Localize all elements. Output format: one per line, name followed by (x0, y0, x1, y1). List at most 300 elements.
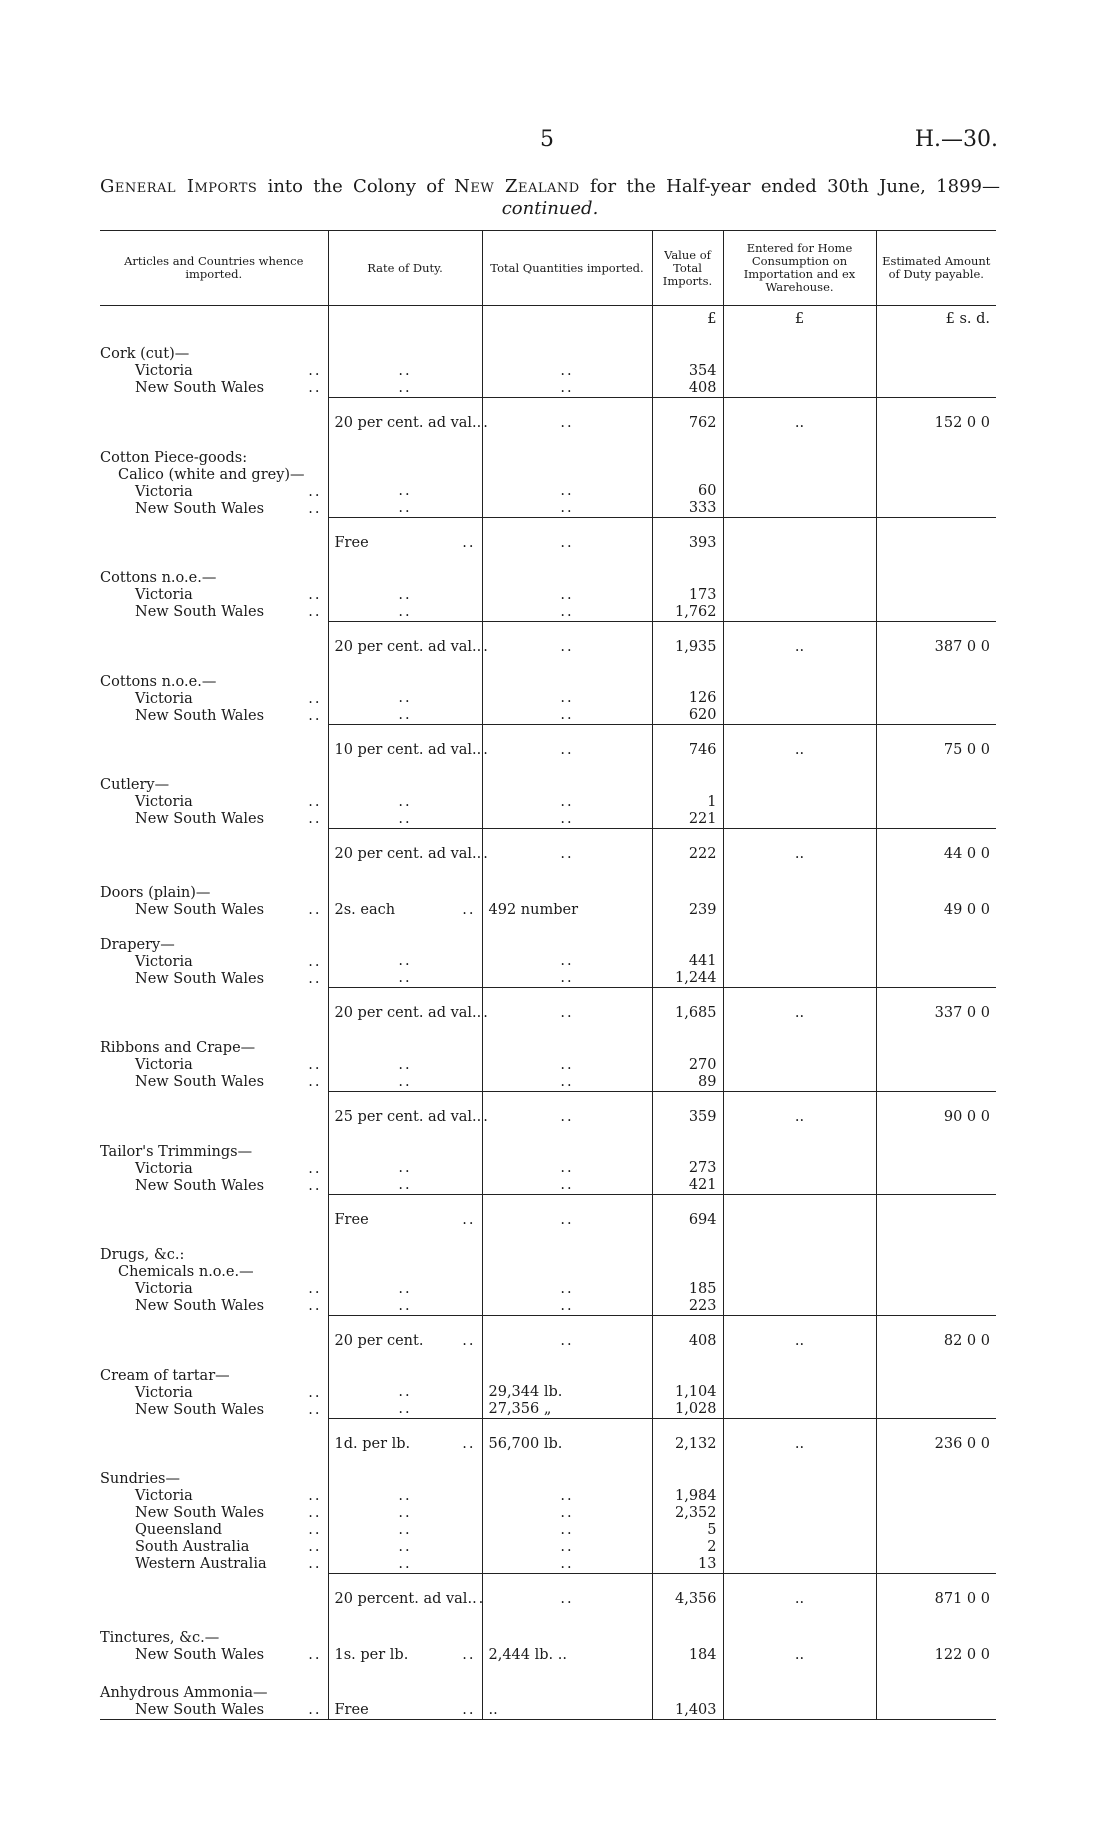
value-cell: 239 (652, 863, 723, 919)
title-part: General Imports (100, 176, 258, 197)
country-name: New South Wales (135, 500, 265, 517)
value-amount: 1 (707, 793, 717, 810)
cell-text: 20 per cent. ad val. (334, 414, 477, 431)
spacer-cell (100, 1091, 328, 1126)
entered-cell (723, 1350, 876, 1419)
country-name: New South Wales (135, 1646, 265, 1663)
duty-cell (876, 1453, 996, 1573)
leader-dots: .. (560, 1555, 574, 1572)
leader-dots: .. (308, 1281, 322, 1297)
leader-dots: .. (560, 1056, 574, 1073)
leader-dots: .. (398, 586, 412, 603)
leader-dots: .. (476, 638, 490, 655)
quantity-cell (482, 1022, 652, 1091)
entered-cell (723, 1664, 876, 1720)
value-amount: 126 (688, 690, 717, 706)
value-amount: 408 (688, 379, 717, 396)
leader-dots: .. (398, 1384, 412, 1400)
page-number: 5 (540, 127, 554, 152)
leader-dots: .. (398, 379, 412, 396)
country-name: Victoria (135, 1384, 193, 1401)
value-amount: 620 (688, 707, 717, 723)
cell-text: 2s. each (334, 901, 396, 918)
entered-cell: .. (723, 1315, 876, 1350)
country-name: Victoria (135, 1057, 193, 1073)
leader-dots: .. (560, 1073, 574, 1090)
cell-text: 25 per cent. ad val. (334, 1108, 477, 1125)
entered-cell (723, 1126, 876, 1195)
leader-dots: .. (560, 690, 574, 706)
entered-cell: .. (723, 1608, 876, 1664)
total-row (100, 828, 996, 863)
value-amount: 1,028 (674, 1401, 717, 1417)
unit-label: £ (652, 306, 723, 329)
leader-dots: .. (398, 1297, 412, 1314)
leader-dots: .. (462, 1436, 476, 1452)
leader-dots: .. (308, 1522, 322, 1538)
country-name: New South Wales (135, 604, 265, 620)
country-name: New South Wales (135, 1074, 265, 1090)
leader-dots: .. (308, 1646, 322, 1663)
value-cell (652, 759, 723, 828)
article-heading: Cork (cut)— (100, 346, 190, 362)
entered-cell (723, 919, 876, 988)
value-total: 393 (652, 518, 723, 553)
leader-dots: .. (308, 1505, 322, 1521)
leader-dots: .. (398, 1555, 412, 1572)
duty-cell (876, 328, 996, 397)
value-total: 746 (652, 725, 723, 760)
article-heading: Sundries— (100, 1471, 180, 1487)
leader-dots: .. (560, 1297, 574, 1314)
leader-dots: .. (398, 1521, 412, 1538)
cell-text: 20 per cent. ad val. (334, 638, 477, 655)
column-header-duty: Estimated Amount of Duty payable. (876, 231, 996, 306)
value-amount: 441 (688, 953, 717, 969)
article-heading: Calico (white and grey)— (118, 466, 305, 483)
leader-dots: .. (308, 707, 322, 724)
country-name: Victoria (135, 690, 193, 707)
entered-cell: .. (723, 1573, 876, 1608)
value-cell (652, 1229, 723, 1315)
quantity-cell: 56,700 lb. (482, 1419, 652, 1454)
value-amount: 1,984 (674, 1487, 717, 1504)
entered-cell (723, 1453, 876, 1573)
rate-cell (328, 1126, 482, 1195)
value-cell (652, 432, 723, 518)
duty-cell (876, 1664, 996, 1720)
value-cell (652, 552, 723, 621)
quantity-cell: .. (482, 725, 652, 760)
total-row (100, 518, 996, 553)
value-cell (652, 919, 723, 988)
leader-dots: .. (560, 793, 574, 810)
value-cell (652, 1022, 723, 1091)
value-amount: 223 (688, 1297, 717, 1314)
unit-label: £ s. d. (876, 306, 996, 329)
entered-cell: .. (723, 1091, 876, 1126)
country-name: Victoria (135, 1160, 193, 1177)
leader-dots: .. (308, 690, 322, 707)
leader-dots: .. (462, 901, 476, 918)
quantity-cell: .. (482, 1091, 652, 1126)
country-name: New South Wales (135, 1505, 265, 1521)
cell-text: 1s. per lb. (334, 1646, 409, 1663)
leader-dots: .. (560, 379, 574, 396)
leader-dots: .. (398, 690, 412, 706)
quantity-cell (482, 432, 652, 518)
leader-dots: .. (398, 362, 412, 379)
total-row (100, 988, 996, 1023)
country-name: Victoria (135, 363, 193, 379)
country-name: Queensland (135, 1522, 223, 1538)
duty-cell: 871 0 0 (876, 1573, 996, 1608)
leader-dots: .. (560, 970, 574, 986)
leader-dots: .. (398, 793, 412, 810)
leader-dots: .. (308, 483, 322, 500)
column-header-value: Value of Total Imports. (652, 231, 723, 306)
column-header-rate: Rate of Duty. (328, 231, 482, 306)
quantity-cell: .. (482, 1315, 652, 1350)
country-name: New South Wales (135, 1177, 265, 1194)
article-names (100, 1126, 328, 1195)
country-name: New South Wales (135, 970, 265, 987)
leader-dots: .. (398, 500, 412, 516)
cell-text: 20 per cent. ad val. (334, 845, 477, 862)
leader-dots: .. (308, 1177, 322, 1194)
leader-dots: .. (560, 1504, 574, 1521)
duty-cell (876, 432, 996, 518)
article-heading: Cottons n.o.e.— (100, 673, 217, 690)
duty-cell: 82 0 0 (876, 1315, 996, 1350)
leader-dots: .. (398, 810, 412, 827)
rate-cell (328, 432, 482, 518)
duty-cell: 236 0 0 (876, 1419, 996, 1454)
spacer-cell (100, 725, 328, 760)
spacer-cell (100, 1315, 328, 1350)
rate-cell (328, 725, 490, 760)
duty-cell: 337 0 0 (876, 988, 996, 1023)
cell-text: 20 per cent. ad val. (334, 1005, 477, 1021)
page-title (100, 176, 1000, 220)
leader-dots: .. (398, 953, 412, 969)
value-cell (652, 1453, 723, 1573)
duty-cell (876, 919, 996, 988)
quantity-cell: .. (482, 1573, 652, 1608)
document-reference: H.—30. (914, 127, 998, 152)
table-row (100, 656, 996, 725)
entered-cell: .. (723, 397, 876, 432)
leader-dots: .. (308, 1702, 322, 1718)
table-row (100, 1453, 996, 1573)
leader-dots: .. (462, 535, 476, 551)
total-row (100, 1195, 996, 1230)
cell-text: 20 per cent. (334, 1332, 424, 1349)
leader-dots: .. (398, 1504, 412, 1521)
quantity-cell (482, 1453, 652, 1573)
value-amount: 354 (688, 362, 717, 379)
article-names (100, 432, 328, 518)
duty-cell (876, 1195, 996, 1230)
column-header-quantities: Total Quantities imported. (482, 231, 652, 306)
duty-cell (876, 759, 996, 828)
entered-cell (723, 1195, 876, 1230)
duty-cell (876, 552, 996, 621)
leader-dots: .. (560, 1538, 574, 1555)
quantity-cell (482, 759, 652, 828)
imports-table (100, 230, 996, 1720)
duty-cell: 387 0 0 (876, 621, 996, 656)
leader-dots: .. (308, 1384, 322, 1401)
value-cell (652, 1350, 723, 1419)
title-part: New Zealand (454, 176, 580, 197)
leader-dots: .. (398, 483, 412, 499)
country-name: New South Wales (135, 901, 265, 918)
country-name: New South Wales (135, 1702, 265, 1718)
rate-cell (328, 328, 482, 397)
country-name: New South Wales (135, 380, 265, 396)
country-name: New South Wales (135, 707, 265, 724)
leader-dots: .. (308, 1298, 322, 1314)
total-row (100, 1091, 996, 1126)
table-row (100, 432, 996, 518)
spacer-cell (100, 988, 328, 1023)
article-heading: Ribbons and Crape— (100, 1040, 256, 1056)
value-amount: 1,244 (674, 970, 717, 986)
leader-dots: .. (476, 1108, 490, 1125)
title-part: for the Half-year ended 30th June, 1899— (579, 176, 1000, 197)
quantity-cell (482, 328, 652, 397)
table-row (100, 1022, 996, 1091)
value-amount: 421 (688, 1177, 717, 1193)
country-name: Victoria (135, 794, 193, 810)
duty-cell: 75 0 0 (876, 725, 996, 760)
value-amount: 173 (688, 586, 717, 603)
quantity-cell: .. (482, 1664, 652, 1720)
country-name: Western Australia (135, 1556, 267, 1572)
leader-dots: .. (308, 363, 322, 379)
spacer-cell (100, 1195, 328, 1230)
country-name: New South Wales (135, 1298, 265, 1314)
cell-text: Free (334, 535, 369, 551)
quantity-cell: .. (482, 397, 652, 432)
article-names (100, 1350, 328, 1419)
entered-cell (723, 759, 876, 828)
leader-dots: .. (560, 953, 574, 969)
rate-cell (328, 759, 482, 828)
value-amount: 2,352 (674, 1504, 717, 1521)
leader-dots: .. (398, 1280, 412, 1297)
value-cell: 184 (652, 1608, 723, 1664)
article-names (100, 552, 328, 621)
article-names (100, 919, 328, 988)
leader-dots: .. (308, 604, 322, 620)
total-row (100, 621, 996, 656)
table-row (100, 552, 996, 621)
leader-dots: .. (462, 1332, 476, 1349)
country-name: New South Wales (135, 811, 265, 827)
article-names (100, 1453, 328, 1573)
leader-dots: .. (398, 1073, 412, 1090)
leader-dots: .. (560, 1487, 574, 1504)
total-row (100, 1315, 996, 1350)
rate-cell (328, 1195, 482, 1230)
value-total: 1,685 (652, 988, 723, 1023)
rate-cell (328, 988, 490, 1023)
leader-dots: .. (308, 1556, 322, 1572)
table-row (100, 328, 996, 397)
entered-cell: .. (723, 988, 876, 1023)
quantity-cell (482, 1229, 652, 1315)
title-part: continued. (501, 198, 599, 219)
quantity-cell: .. (482, 518, 652, 553)
entered-cell (723, 863, 876, 919)
value-total: 4,356 (652, 1573, 723, 1608)
rate-cell (328, 656, 482, 725)
leader-dots: .. (308, 1539, 322, 1555)
value-total: 222 (652, 828, 723, 863)
duty-cell (876, 518, 996, 553)
entered-cell: .. (723, 725, 876, 760)
spacer-cell (100, 518, 328, 553)
leader-dots: .. (308, 1074, 322, 1090)
leader-dots: .. (398, 1056, 412, 1073)
spacer-cell (100, 1573, 328, 1608)
duty-cell: 90 0 0 (876, 1091, 996, 1126)
total-row (100, 1419, 996, 1454)
value-cell (652, 328, 723, 397)
leader-dots: .. (398, 1401, 412, 1417)
duty-cell: 152 0 0 (876, 397, 996, 432)
quantity-cell: 492 number (482, 863, 652, 919)
table-row (100, 1664, 996, 1720)
article-heading: Cutlery— (100, 777, 170, 793)
article-heading: Cottons n.o.e.— (100, 570, 217, 586)
leader-dots: .. (308, 970, 322, 987)
entered-cell (723, 656, 876, 725)
value-amount: 60 (698, 483, 717, 499)
leader-dots: .. (462, 1646, 476, 1663)
value-total: 2,132 (652, 1419, 723, 1454)
rate-cell (328, 621, 490, 656)
country-name: South Australia (135, 1539, 250, 1555)
leader-dots: .. (398, 1177, 412, 1193)
rate-cell (328, 1608, 482, 1664)
table-row (100, 1126, 996, 1195)
value-total: 1,935 (652, 621, 723, 656)
leader-dots: .. (560, 362, 574, 379)
rate-cell (328, 1022, 482, 1091)
leader-dots: .. (308, 587, 322, 603)
leader-dots: .. (308, 811, 322, 827)
article-heading: Anhydrous Ammonia— (100, 1685, 268, 1701)
leader-dots: .. (476, 1005, 490, 1021)
leader-dots: .. (308, 901, 322, 918)
value-cell: 1,403 (652, 1664, 723, 1720)
table-row (100, 1229, 996, 1315)
leader-dots: .. (560, 1177, 574, 1193)
article-names (100, 1608, 328, 1664)
quantity-cell (482, 552, 652, 621)
article-heading: Cream of tartar— (100, 1367, 230, 1384)
rate-cell (328, 1091, 490, 1126)
duty-cell (876, 1022, 996, 1091)
leader-dots: .. (398, 707, 412, 723)
article-names (100, 1022, 328, 1091)
leader-dots: .. (308, 1401, 322, 1418)
value-amount: 273 (688, 1160, 717, 1176)
leader-dots: .. (308, 794, 322, 810)
quantity-cell: .. (482, 988, 652, 1023)
value-total: 408 (652, 1315, 723, 1350)
value-amount: 270 (688, 1056, 717, 1073)
leader-dots: .. (308, 1488, 322, 1504)
value-cell (652, 1126, 723, 1195)
leader-dots: .. (308, 500, 322, 517)
value-amount: 89 (698, 1073, 717, 1090)
article-names (100, 328, 328, 397)
table-row (100, 759, 996, 828)
quantity-cell (482, 656, 652, 725)
leader-dots: .. (308, 1160, 322, 1177)
quantity-cell (482, 1350, 652, 1419)
table-row (100, 1350, 996, 1419)
article-heading: Doors (plain)— (100, 884, 211, 901)
rate-cell (328, 1419, 482, 1454)
title-part: into the Colony of (257, 176, 455, 197)
entered-cell (723, 518, 876, 553)
quantity-cell: .. (482, 828, 652, 863)
rate-cell (328, 518, 482, 553)
leader-dots: .. (560, 1280, 574, 1297)
duty-cell (876, 1350, 996, 1419)
country-name: Victoria (135, 953, 193, 970)
rate-cell (328, 1573, 486, 1608)
leader-dots: .. (398, 1487, 412, 1504)
value-amount: 185 (688, 1280, 717, 1297)
quantity-value: 27,356 „ (488, 1401, 552, 1417)
article-heading: Chemicals n.o.e.— (118, 1264, 254, 1280)
table-row (100, 1608, 996, 1664)
leader-dots: .. (560, 1521, 574, 1538)
value-cell (652, 656, 723, 725)
cell-text: Free (334, 1702, 369, 1718)
rate-cell (328, 1315, 482, 1350)
rate-cell (328, 1453, 482, 1573)
leader-dots: .. (560, 1160, 574, 1176)
leader-dots: .. (308, 380, 322, 396)
leader-dots: .. (472, 1590, 486, 1607)
table-row (100, 919, 996, 988)
entered-cell (723, 328, 876, 397)
value-total: 359 (652, 1091, 723, 1126)
spacer-cell (100, 397, 328, 432)
duty-cell: 122 0 0 (876, 1608, 996, 1664)
entered-cell: .. (723, 828, 876, 863)
entered-cell: .. (723, 1419, 876, 1454)
value-amount: 221 (688, 810, 717, 827)
column-header-articles: Articles and Countries whence imported. (100, 231, 328, 306)
value-amount: 13 (698, 1555, 717, 1572)
rate-cell (328, 552, 482, 621)
leader-dots: .. (462, 1702, 476, 1718)
leader-dots: .. (560, 586, 574, 603)
value-amount: 5 (707, 1521, 717, 1538)
column-header-entered: Entered for Home Consumption on Importation and ex Warehouse. (723, 231, 876, 306)
duty-cell: 49 0 0 (876, 863, 996, 919)
cell-text: 10 per cent. ad val. (334, 742, 477, 758)
article-names (100, 656, 328, 725)
